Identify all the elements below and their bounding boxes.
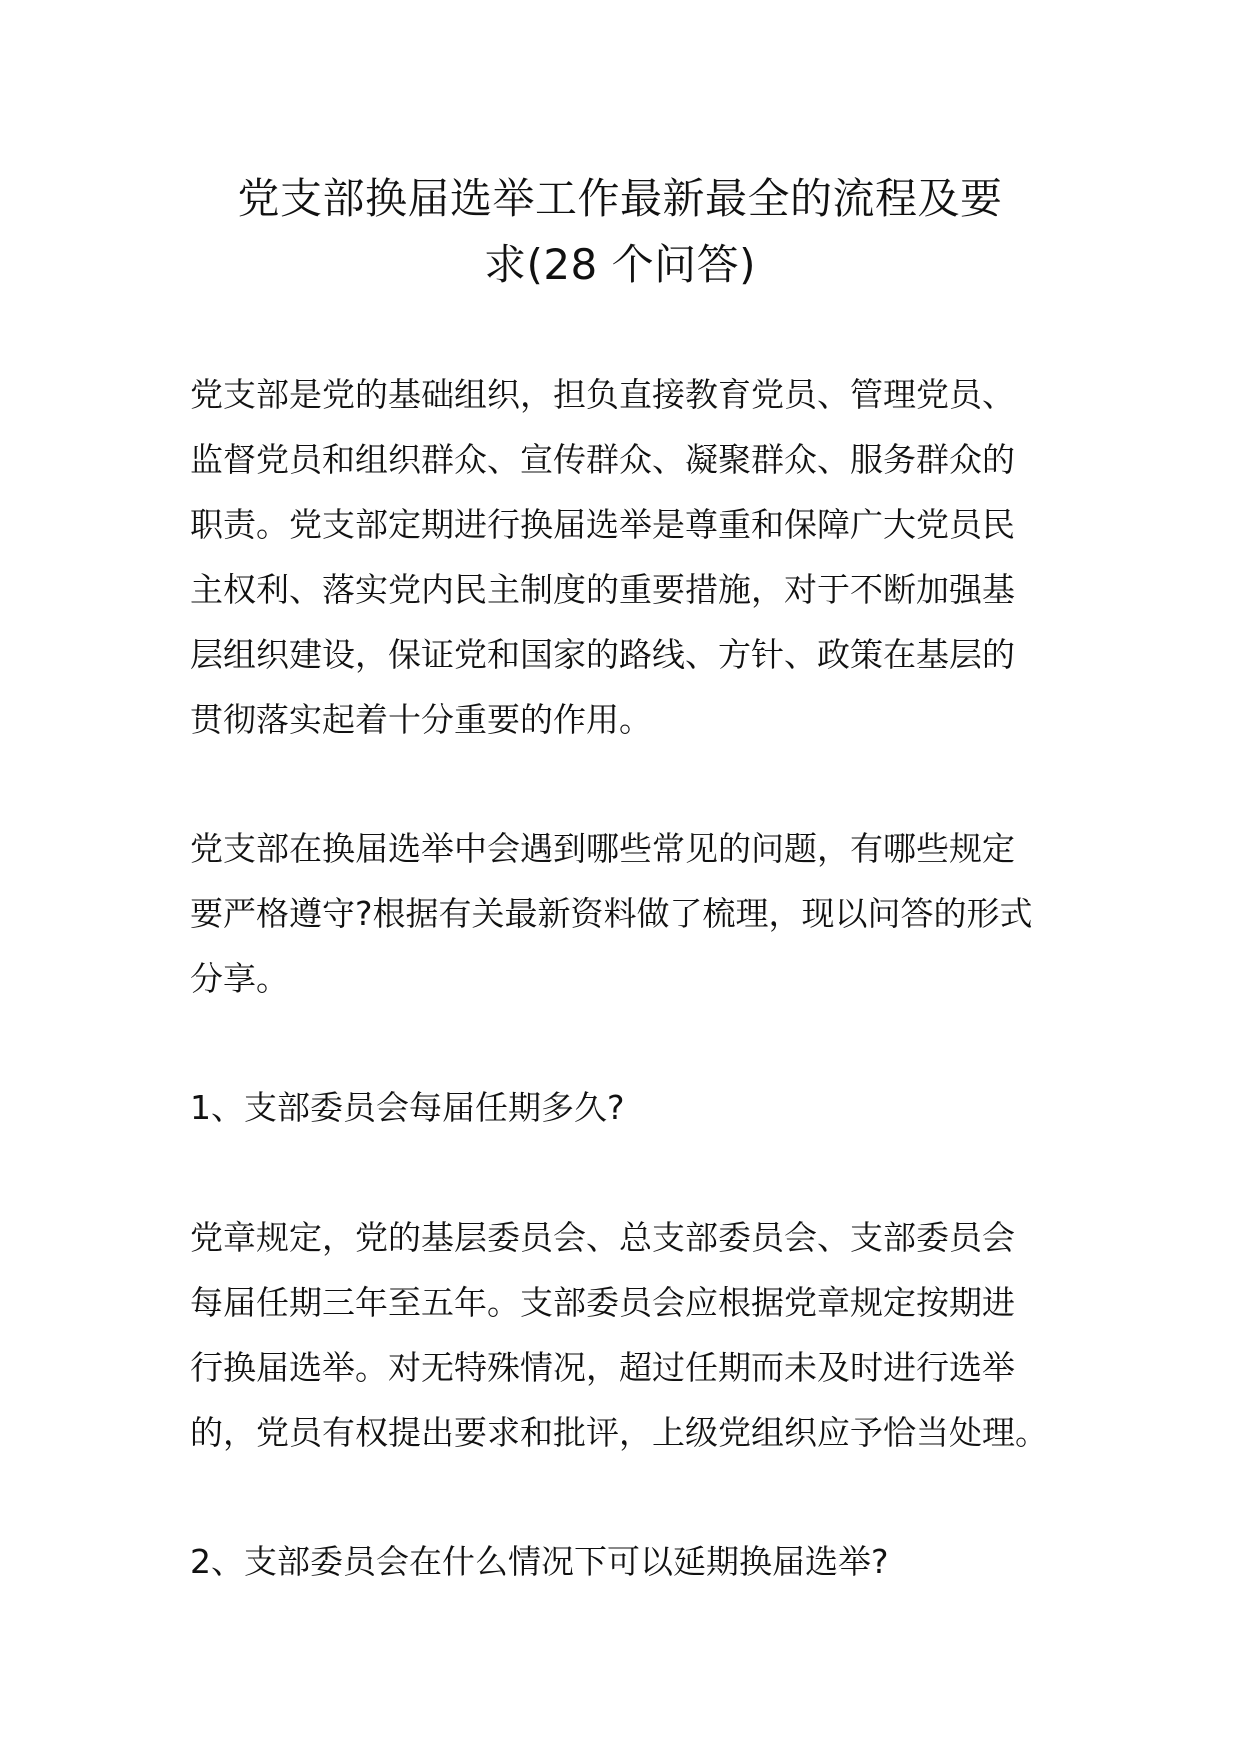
intro-line: 层组织建设，保证党和国家的路线、方针、政策在基层的 — [190, 635, 1015, 674]
question-paragraph — [190, 816, 1070, 1011]
title-line-2: 求(28 个问答) — [483, 240, 757, 289]
question-line: 分享。 — [190, 959, 289, 998]
intro-line: 贯彻落实起着十分重要的作用。 — [190, 700, 652, 739]
intro-line: 监督党员和组织群众、宣传群众、凝聚群众、服务群众的 — [190, 440, 1015, 479]
answer-1-line: 党章规定，党的基层委员会、总支部委员会、支部委员会 — [190, 1218, 1015, 1257]
question-line: 党支部在换届选举中会遇到哪些常见的问题，有哪些规定 — [190, 829, 1015, 868]
intro-paragraph — [190, 362, 1070, 752]
title-line-1: 党支部换届选举工作最新最全的流程及要 — [237, 174, 1003, 223]
answer-1-line: 行换届选举。对无特殊情况，超过任期而未及时进行选举 — [190, 1348, 1015, 1387]
intro-line: 党支部是党的基础组织，担负直接教育党员、管理党员、 — [190, 375, 1015, 414]
question-2-heading: 2、支部委员会在什么情况下可以延期换届选举? — [190, 1542, 889, 1581]
answer-1-line: 每届任期三年至五年。支部委员会应根据党章规定按期进 — [190, 1283, 1015, 1322]
intro-line: 职责。党支部定期进行换届选举是尊重和保障广大党员民 — [190, 505, 1015, 544]
question-1-heading: 1、支部委员会每届任期多久? — [190, 1088, 625, 1127]
question-line: 要严格遵守?根据有关最新资料做了梳理，现以问答的形式 — [190, 894, 1033, 933]
answer-1-paragraph — [190, 1205, 1070, 1465]
document-title — [150, 166, 1090, 298]
intro-line: 主权利、落实党内民主制度的重要措施，对于不断加强基 — [190, 570, 1015, 609]
answer-1-line: 的，党员有权提出要求和批评，上级党组织应予恰当处理。 — [190, 1413, 1048, 1452]
